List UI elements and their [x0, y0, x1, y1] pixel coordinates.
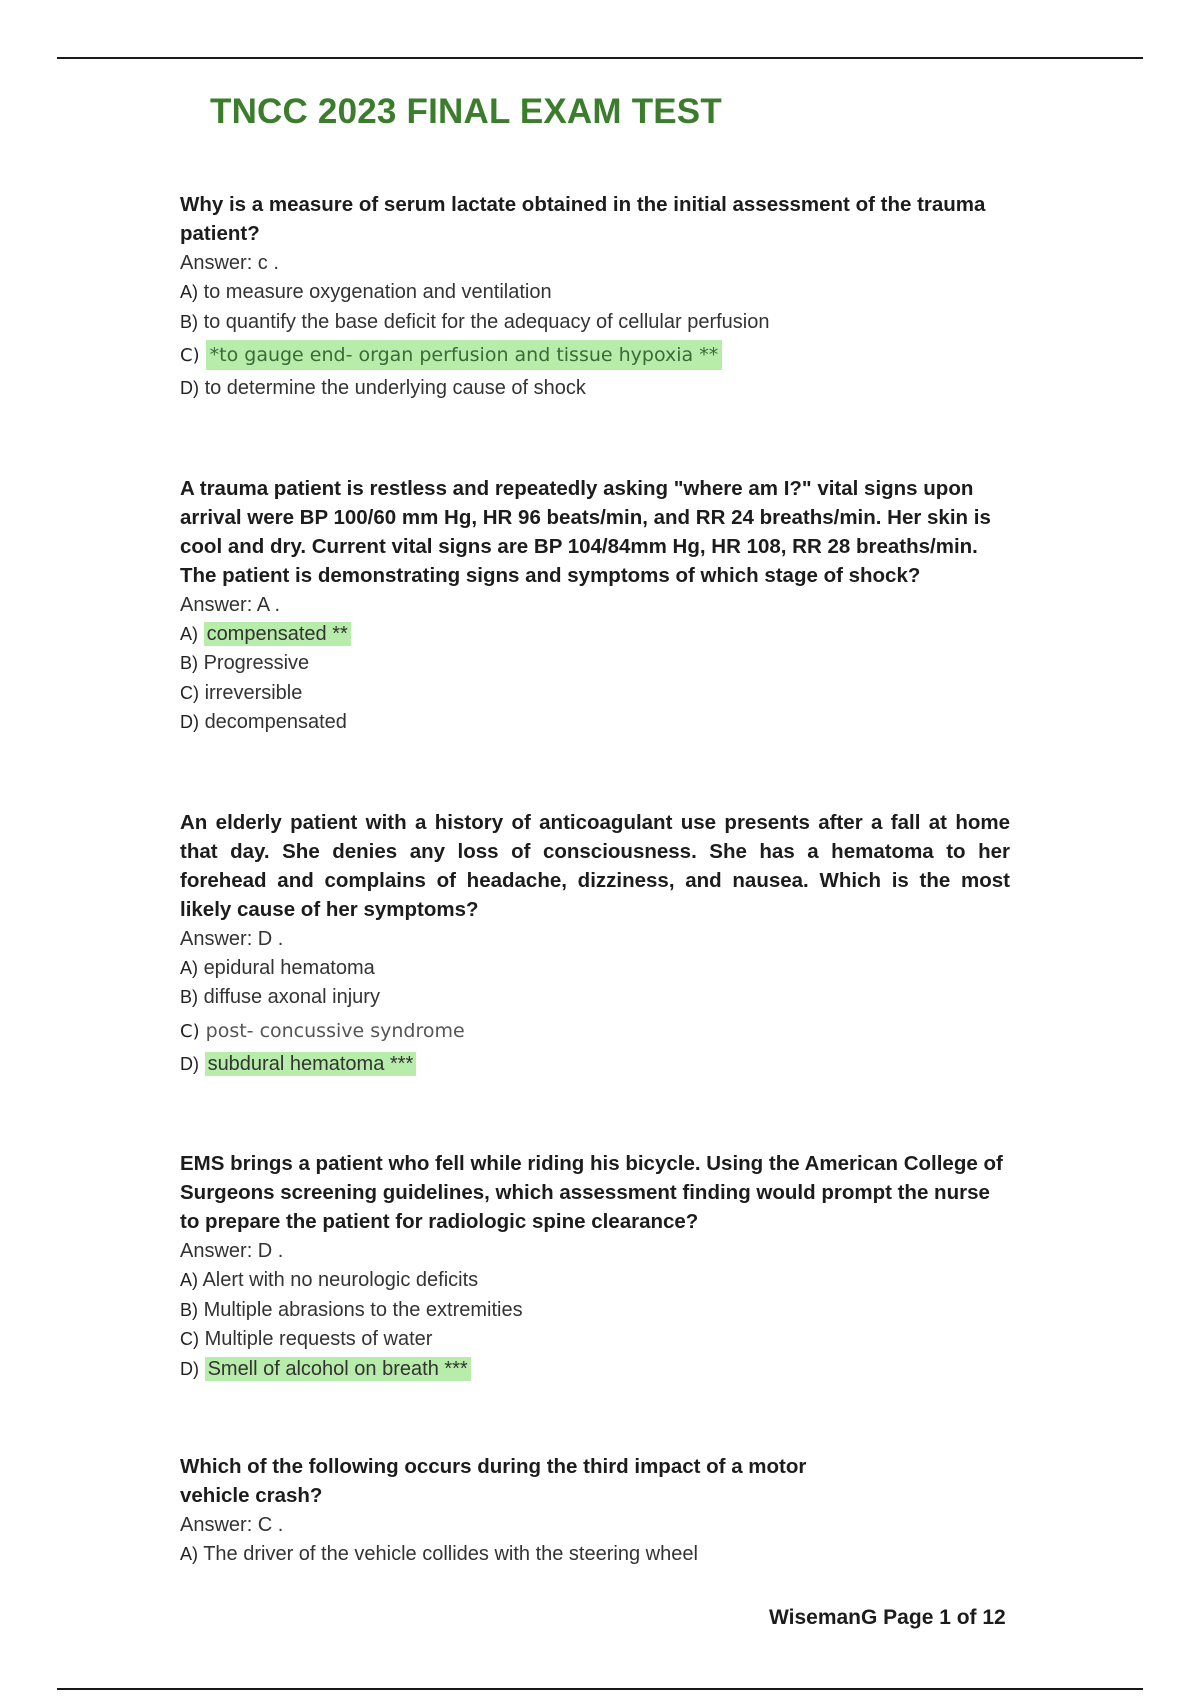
option-letter: C) [180, 1329, 199, 1349]
option-a [180, 1266, 1010, 1296]
option-d [180, 1355, 1010, 1385]
question-list [180, 190, 1010, 1616]
page-footer: WisemanG Page 1 of 12 [769, 1606, 1006, 1629]
option-a [180, 954, 1010, 984]
option-a [180, 620, 1010, 650]
correct-answer-highlight: compensated ** [204, 622, 351, 646]
option-a [180, 278, 1010, 308]
correct-answer-highlight: subdural hematoma *** [205, 1052, 417, 1076]
option-letter: B) [180, 987, 198, 1007]
option-a [180, 1540, 1010, 1570]
option-letter: B) [180, 653, 198, 673]
question-text: Which of the following occurs during the third impact of a motor vehicle crash? [180, 1455, 807, 1507]
answer-line: Answer: A . [180, 593, 281, 616]
option-b [180, 983, 1010, 1013]
question-text: EMS brings a patient who fell while riding his bicycle. Using the American College of Surgeons screening guidelines, which assessment finding would prompt the nurse to prepare the patient for radiologic spine clearance? [180, 1152, 1003, 1233]
option-letter: A) [180, 1544, 198, 1564]
bottom-rule [57, 1688, 1143, 1690]
option-text: diffuse axonal injury [203, 986, 380, 1008]
question-block [180, 1149, 1010, 1384]
option-letter: D) [180, 1358, 199, 1379]
option-letter: D) [180, 1053, 199, 1074]
option-letter: D) [180, 712, 199, 732]
option-c [180, 679, 1010, 709]
option-text: Multiple abrasions to the extremities [203, 1298, 523, 1321]
page-title: TNCC 2023 FINAL EXAM TEST [210, 92, 722, 131]
option-c [180, 1325, 1010, 1355]
top-rule [57, 57, 1143, 59]
option-letter: C) [180, 345, 200, 366]
option-d [180, 1050, 1010, 1080]
option-letter: A) [180, 623, 198, 644]
option-text: to determine the underlying cause of shock [204, 377, 586, 399]
option-text: Multiple requests of water [204, 1328, 433, 1350]
answer-line: Answer: c . [180, 252, 279, 274]
option-letter: C) [180, 682, 199, 703]
question-block [180, 1452, 1010, 1570]
option-d [180, 374, 1010, 404]
option-text: post- concussive syndrome [205, 1019, 465, 1042]
question-text: A trauma patient is restless and repeatedly asking "where am I?" vital signs upon arrival were BP 100/60 mm Hg, HR 96 beats/min, and RR 24 breaths/min. Her skin is cool and dry. Current vital signs are BP 104/84mm Hg, HR 108, RR 28 breaths/min. The patient is demonstrating signs and symptoms of which stage of shock? [180, 476, 991, 587]
option-letter: A) [180, 1270, 198, 1290]
option-d [180, 708, 1010, 738]
correct-answer-highlight: Smell of alcohol on breath *** [205, 1357, 471, 1381]
option-text: irreversible [204, 681, 303, 704]
question-block [180, 474, 1010, 738]
answer-line: Answer: C . [180, 1514, 284, 1536]
option-b [180, 308, 1010, 338]
question-block [180, 808, 1010, 1080]
question-block [180, 190, 1010, 404]
option-c [180, 1013, 1010, 1050]
option-letter: A) [180, 282, 198, 302]
option-text: epidural hematoma [203, 956, 375, 979]
option-c [180, 337, 1010, 374]
option-text: Progressive [203, 652, 310, 674]
option-text: to measure oxygenation and ventilation [203, 281, 552, 303]
option-letter: B) [180, 1299, 198, 1320]
option-b [180, 649, 1010, 679]
correct-answer-highlight: *to gauge end- organ perfusion and tissue hypoxia ** [206, 340, 723, 370]
option-letter: B) [180, 311, 198, 332]
option-b [180, 1296, 1010, 1326]
option-text: Alert with no neurologic deficits [202, 1269, 479, 1291]
answer-line: Answer: D . [180, 1240, 284, 1262]
answer-line: Answer: D . [180, 927, 284, 950]
option-letter: A) [180, 957, 198, 978]
option-letter: D) [180, 378, 199, 398]
option-text: decompensated [204, 711, 347, 733]
option-text: The driver of the vehicle collides with the steering wheel [203, 1543, 698, 1565]
option-letter: C) [180, 1020, 200, 1042]
question-text: Why is a measure of serum lactate obtained in the initial assessment of the trauma patient? [180, 193, 986, 245]
question-text: An elderly patient with a history of anticoagulant use presents after a fall at home that day. She denies any loss of consciousness. She has a hematoma to her forehead and complains of headache, dizziness, and nausea. Which is the most likely cause of her symptoms? [180, 810, 1010, 921]
option-text: to quantify the base deficit for the adequacy of cellular perfusion [203, 310, 770, 333]
